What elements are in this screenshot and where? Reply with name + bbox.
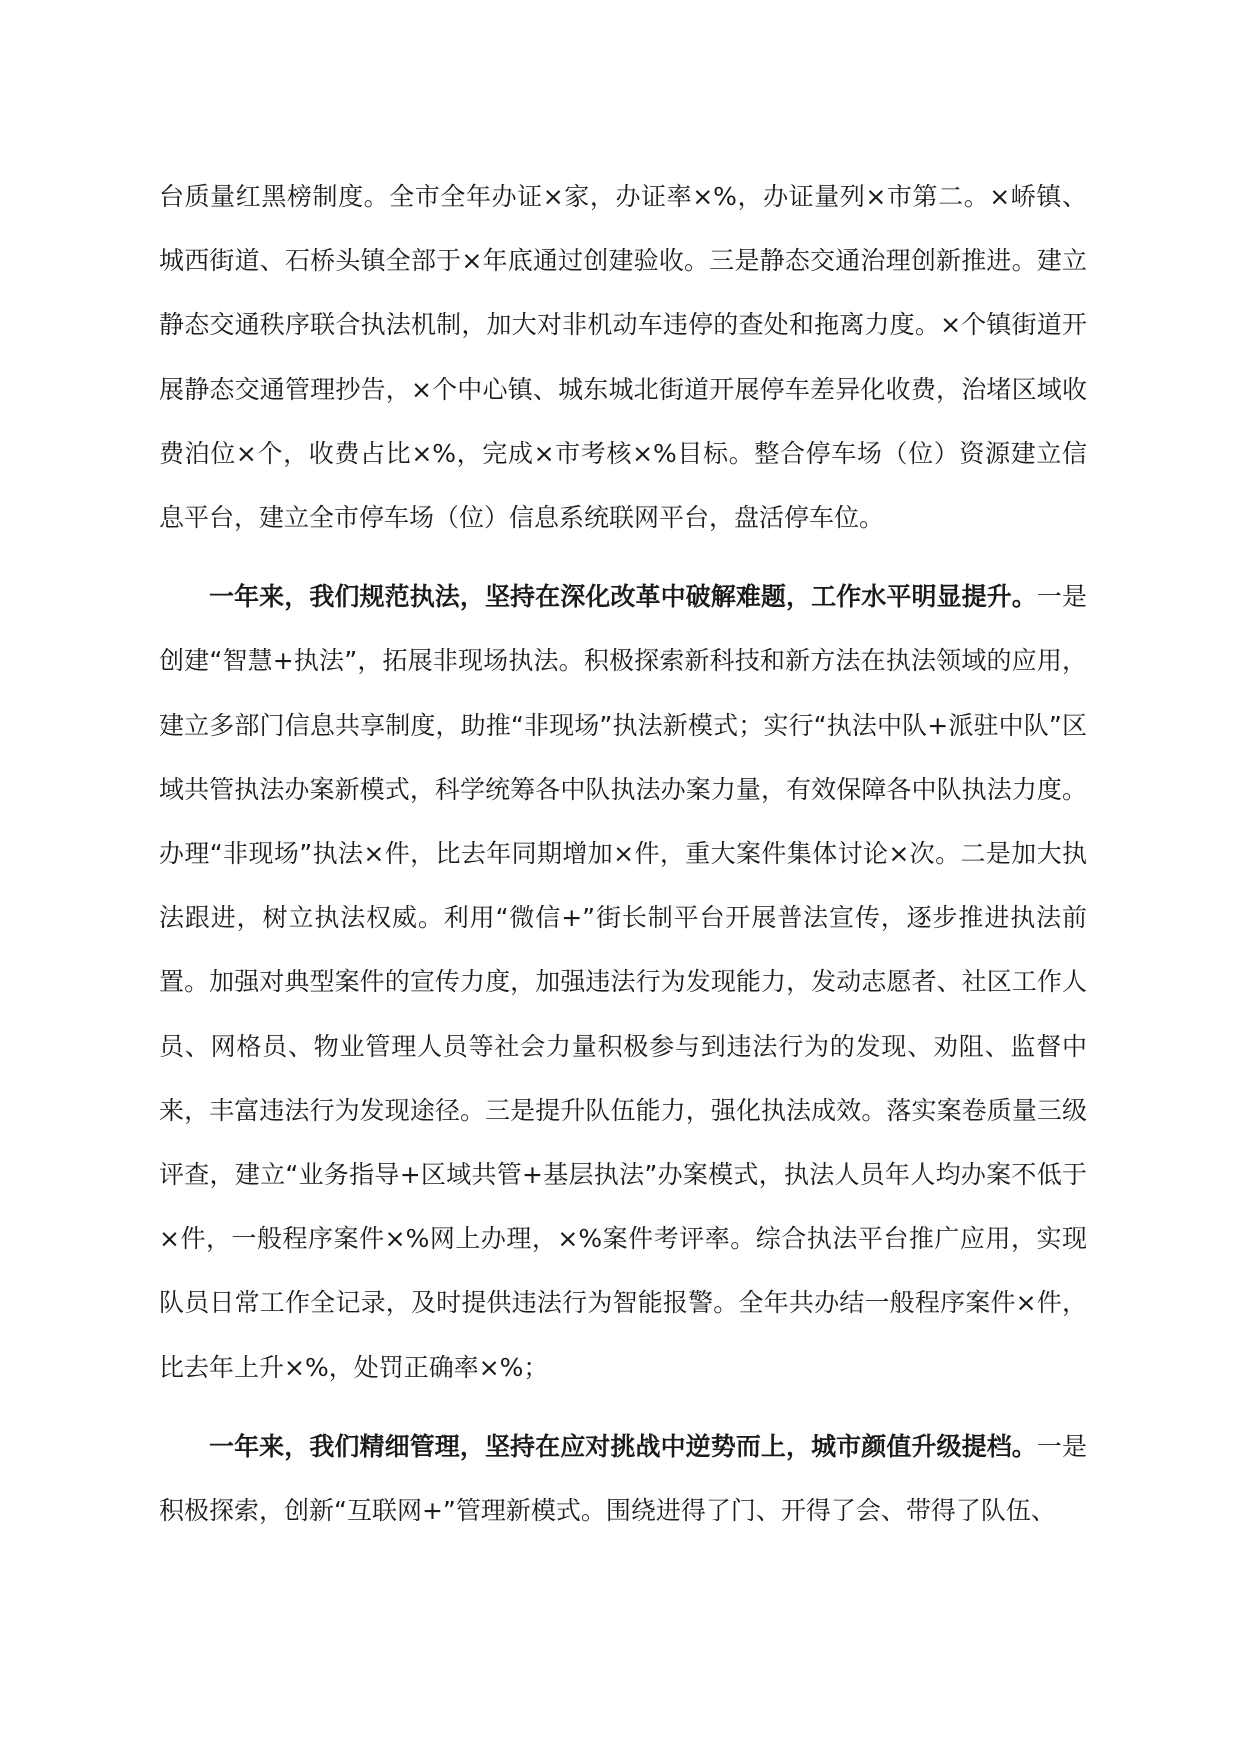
document-body	[159, 165, 1087, 1543]
paragraph-gap	[159, 550, 1087, 565]
paragraph-fine-management	[159, 1415, 1087, 1543]
paragraph-text: 一是积极探索，创新“互联网+”管理新模式。围绕进得了门、开得了会、带得了队伍、	[159, 1431, 1087, 1526]
paragraph-text: 一是创建“智慧+执法”，拓展非现场执法。积极探索新科技和新方法在执法领域的应用，建立多部门信息共享制度，助推“非现场”执法新模式；实行“执法中队+派驻中队”区域共管执法办案新模式，科学统筹各中队执法办案力量，有效保障各中队执法力度。办理“非现场”执法×件，比去年同期增加×件，重大案件集体讨论×次。二是加大执法跟进，树立执法权威。利用“微信+”街长制平台开展普法宣传，逐步推进执法前置。加强对典型案件的宣传力度，加强违法行为发现能力，发动志愿者、社区工作人员、网格员、物业管理人员等社会力量积极参与到违法行为的发现、劝阻、监督中来，丰富违法行为发现途径。三是提升队伍能力，强化执法成效。落实案卷质量三级评查，建立“业务指导+区域共管+基层执法”办案模式，执法人员年人均办案不低于×件，一般程序案件×%网上办理，×%案件考评率。综合执法平台推广应用，实现队员日常工作全记录，及时提供违法行为智能报警。全年共办结一般程序案件×件，比去年上升×%，处罚正确率×%；	[159, 582, 1087, 1382]
paragraph-gap	[159, 1400, 1087, 1415]
paragraph-text: 台质量红黑榜制度。全市全年办证×家，办证率×%，办证量列×市第二。×峤镇、城西街道、石桥头镇全部于×年底通过创建验收。三是静态交通治理创新推进。建立静态交通秩序联合执法机制，加大对非机动车违停的查处和拖离力度。×个镇街道开展静态交通管理抄告，×个中心镇、城东城北街道开展停车差异化收费，治堵区域收费泊位×个，收费占比×%，完成×市考核×%目标。整合停车场（位）资源建立信息平台，建立全市停车场（位）信息系统联网平台，盘活停车位。	[159, 182, 1087, 533]
paragraph-law-enforcement	[159, 565, 1087, 1400]
paragraph-static-traffic	[159, 165, 1087, 550]
paragraph-lead: 一年来，我们精细管理，坚持在应对挑战中逆势而上，城市颜值升级提档。	[209, 1431, 1037, 1461]
paragraph-lead: 一年来，我们规范执法，坚持在深化改革中破解难题，工作水平明显提升。	[209, 582, 1037, 612]
